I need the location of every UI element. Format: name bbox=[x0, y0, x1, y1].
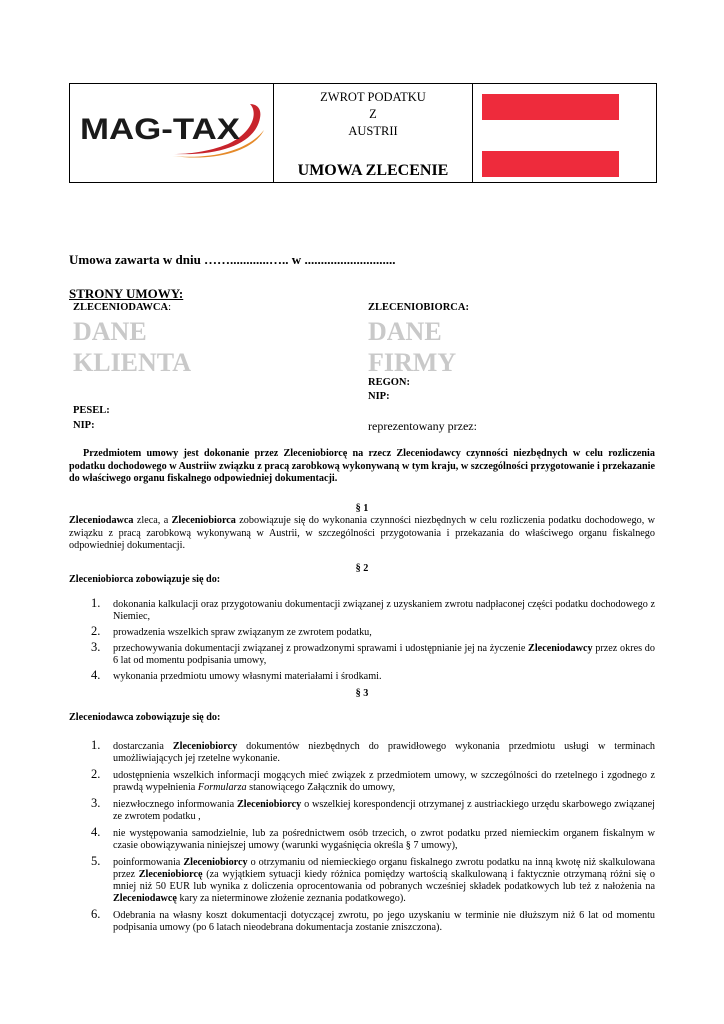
client-placeholder-2: KLIENTA bbox=[73, 348, 191, 377]
list-item: 1. dostarczania Zleceniobiorcy dokumentów niezbędnych do prawidłowego wykonania przedmiotu usługi w terminach umożliwiających jej rzetelne wykonanie. bbox=[91, 738, 655, 764]
list-item-text: wykonania przedmiotu umowy własnymi materiałami i środkami. bbox=[113, 671, 382, 682]
list-item-italic: Formularza bbox=[197, 782, 247, 793]
flag-red-stripe bbox=[482, 94, 619, 120]
pesel-label: PESEL: bbox=[73, 405, 110, 416]
section-1-text-rest: zobowiązuje się do wykonania czynności niezbędnych w celu rozliczenia podatku dochodowego, w związku z pracą zarobkową wykonywaną w Austrii, w szczególności przygotowania i przekazania do właściwego organu fiskalnego odpowiedniej dokumentacji. bbox=[69, 515, 655, 551]
list-item-tail: dokumentów niezbędnych do prawidłowego wykonania przedmiotu usługi w terminach umożliwiających jej rzetelne wykonanie. bbox=[113, 741, 655, 764]
logo-cell bbox=[70, 84, 274, 182]
list-item-tail: przez okres do 6 lat od momentu podpisania umowy, bbox=[113, 643, 655, 666]
contract-date-line: Umowa zawarta w dniu ……............….. w ............................ bbox=[69, 252, 396, 267]
flag-cell bbox=[473, 84, 656, 182]
list-item-bold-2: Zleceniobiorcę bbox=[138, 869, 203, 880]
list-item-text: nie występowania samodzielnie, lub za pośrednictwem osób trzecich, o zwrot podatku przed niemieckim organem fiskalnym w czasie obowiązywania niniejszej umowy (warunki wygaśnięcia określa § 7 umowy), bbox=[113, 828, 655, 851]
list-item-text: udostępnienia wszelkich informacji mogących mieć związek z przedmiotem umowy, w szczególności do rzetelnego i zgodnego z prawdą wypełnienia bbox=[113, 770, 655, 793]
contractor-placeholder-2: FIRMY bbox=[368, 348, 457, 377]
client-label-line bbox=[73, 302, 171, 313]
contractor-placeholder-1: DANE bbox=[368, 317, 442, 346]
section-1-text bbox=[69, 515, 655, 553]
list-item-bold: Zleceniobiorcy bbox=[236, 799, 302, 810]
client-label-colon: : bbox=[168, 302, 172, 313]
header-title-line-1: ZWROT PODATKU bbox=[320, 90, 426, 104]
contract-subject: Przedmiotem umowy jest dokonanie przez Zleceniobiorcę na rzecz Zleceniodawcy czynności niezbędnych w celu rozliczenia podatku dochodowego w Austriiw związku z pracą zarobkową wykonywaną w tym kraju, w szczególności przygotowanie i przekazanie do właściwego organu fiskalnego odpowiedniej dokumentacji. bbox=[69, 448, 655, 484]
title-cell bbox=[274, 84, 473, 182]
list-item-text: dostarczania bbox=[113, 741, 173, 752]
list-item: 3. przechowywania dokumentacji związanej z prowadzonymi sprawami i udostępnianie jej na życzenie Zleceniodawcy przez okres do 6 lat od momentu podpisania umowy, bbox=[91, 640, 655, 666]
list-item-text: dokonania kalkulacji oraz przygotowaniu dokumentacji związanej z uzyskaniem zwrotu nadpłaconej części podatku dochodowego z Niemiec, bbox=[113, 599, 655, 622]
list-item: 4. wykonania przedmiotu umowy własnymi materiałami i środkami. bbox=[91, 668, 382, 682]
list-item: 2. udostępnienia wszelkich informacji mogących mieć związek z przedmiotem umowy, w szczególności do rzetelnego i zgodnego z prawdą wypełnienia Formularza stanowiącego Załącznik do umowy, bbox=[91, 767, 655, 793]
flag-white-stripe bbox=[482, 120, 619, 151]
header-title-line-3: AUSTRII bbox=[348, 124, 398, 138]
firm-nip-label: NIP: bbox=[368, 391, 390, 402]
list-item-text: Odebrania na własny koszt dokumentacji dotyczącej zwrotu, po jego uzyskaniu w terminie nie dłuższym niż 6 lat od momentu podpisania umowy (po 6 latach nieodebrana dokumentacja zostanie zniszczona). bbox=[113, 910, 655, 933]
austria-flag bbox=[482, 94, 619, 177]
contractor-label: ZLECENIOBIORCA: bbox=[368, 302, 469, 313]
mag-tax-logo bbox=[78, 104, 268, 164]
represented-by-label: reprezentowany przez: bbox=[368, 419, 477, 433]
section-1-text-part: zleca, a bbox=[133, 515, 172, 526]
list-item-text-part-2: (za wyjątkiem sytuacji kiedy różnica pomiędzy wartością skalkulowaną i faktycznie otrzymaną różni się o mniej niż 50 EUR lub wynika z doliczenia oprocentowania od pobranych wcześniej składek podatkowych lub też z nałożenia na bbox=[113, 869, 655, 892]
list-item-text: poinformowania bbox=[113, 857, 184, 868]
section-1-contractor: Zleceniobiorca bbox=[171, 515, 236, 526]
parties-heading: STRONY UMOWY: bbox=[69, 286, 184, 301]
list-item-tail: kary za nieterminowe złożenie zeznania podatkowego). bbox=[176, 893, 406, 904]
client-placeholder-1: DANE bbox=[73, 317, 147, 346]
client-nip-label: NIP: bbox=[73, 420, 95, 431]
document-type: UMOWA ZLECENIE bbox=[297, 162, 449, 179]
header-table bbox=[69, 83, 657, 183]
section-2-mark: § 2 bbox=[355, 563, 369, 574]
section-2-list bbox=[69, 596, 655, 683]
svg-text:MAG-TAX: MAG-TAX bbox=[80, 113, 240, 146]
list-item: 3. niezwłocznego informowania Zleceniobiorcy o wszelkiej korespondencji otrzymanej z austriackiego urzędu skarbowego związanej ze zwrotem podatku , bbox=[91, 796, 655, 822]
client-label: ZLECENIODAWCA bbox=[73, 302, 169, 313]
list-item: 2. prowadzenia wszelkich spraw związanym ze zwrotem podatku, bbox=[91, 624, 372, 638]
header-title bbox=[274, 89, 472, 140]
section-2-heading: Zleceniobiorca zobowiązuje się do: bbox=[69, 574, 221, 585]
list-item-text-part: o otrzymaniu od niemieckiego organu fiskalnego zwrotu podatku na inną kwotę niż skalkulowana przez bbox=[113, 857, 655, 880]
list-item-text: niezwłocznego informowania bbox=[113, 799, 237, 810]
section-3-mark: § 3 bbox=[355, 688, 369, 699]
section-3-list bbox=[69, 738, 655, 934]
list-item-bold: Zleceniodawcy bbox=[528, 643, 593, 654]
list-item-bold-3: Zleceniodawcę bbox=[113, 893, 177, 904]
regon-label: REGON: bbox=[368, 377, 410, 388]
list-item: 1. dokonania kalkulacji oraz przygotowaniu dokumentacji związanej z uzyskaniem zwrotu nadpłaconej części podatku dochodowego z Niemiec, bbox=[91, 596, 655, 622]
list-item: 4. nie występowania samodzielnie, lub za pośrednictwem osób trzecich, o zwrot podatku przed niemieckim organem fiskalnym w czasie obowiązywania niniejszej umowy (warunki wygaśnięcia określa § 7 umowy), bbox=[91, 825, 655, 851]
list-item: 6. Odebrania na własny koszt dokumentacji dotyczącej zwrotu, po jego uzyskaniu w terminie nie dłuższym niż 6 lat od momentu podpisania umowy (po 6 latach nieodebrana dokumentacja zostanie zniszczona). bbox=[91, 907, 655, 933]
list-item-tail: o wszelkiej korespondencji otrzymanej z austriackiego urzędu skarbowego związanej ze zwrotem podatku , bbox=[113, 799, 655, 822]
list-item-text: przechowywania dokumentacji związanej z prowadzonymi sprawami i udostępnianie jej na życzenie bbox=[113, 643, 529, 654]
list-item-bold: Zleceniobiorcy bbox=[183, 857, 248, 868]
section-1-mark: § 1 bbox=[355, 503, 369, 514]
section-1-client: Zleceniodawca bbox=[69, 515, 134, 526]
list-item-bold: Zleceniobiorcy bbox=[172, 741, 238, 752]
list-item-tail: stanowiącego Załącznik do umowy, bbox=[246, 782, 395, 793]
list-item-text: prowadzenia wszelkich spraw związanym ze zwrotem podatku, bbox=[113, 627, 372, 638]
section-3-heading: Zleceniodawca zobowiązuje się do: bbox=[69, 712, 221, 723]
header-title-line-2: Z bbox=[369, 107, 377, 121]
list-item: 5. poinformowania Zleceniobiorcy o otrzymaniu od niemieckiego organu fiskalnego zwrotu podatku na inną kwotę niż skalkulowana przez Zleceniobiorcę (za wyjątkiem sytuacji kiedy różnica pomiędzy wartością skalkulowaną i faktycznie otrzymaną różni się o mniej niż 50 EUR lub wynika z doliczenia oprocentowania od pobranych wcześniej składek podatkowych lub też z nałożenia na Zleceniodawcę kary za nieterminowe złożenie zeznania podatkowego). bbox=[91, 854, 655, 904]
flag-red-stripe bbox=[482, 151, 619, 177]
